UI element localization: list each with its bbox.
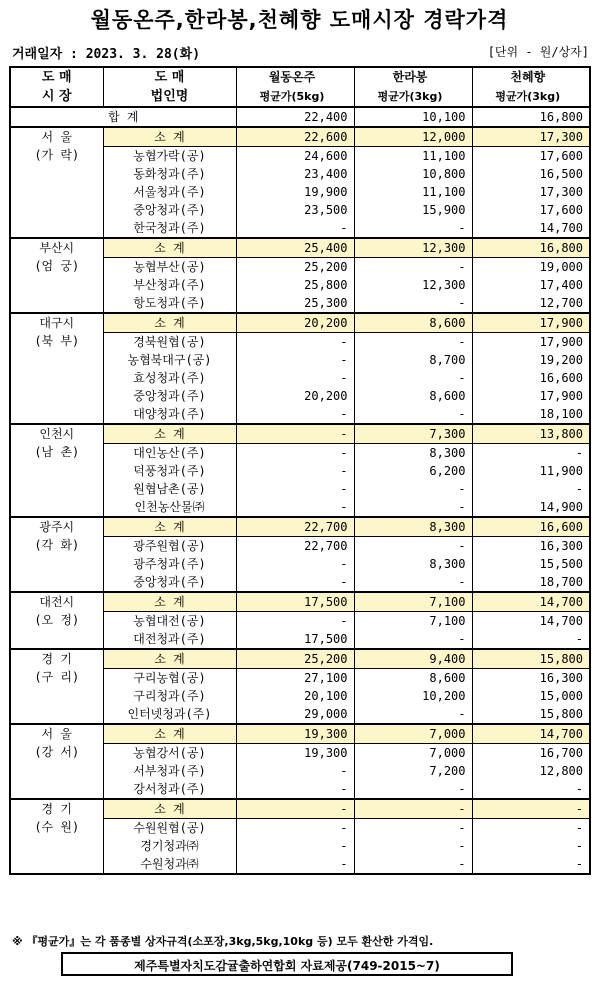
price-value: 10,800 — [354, 165, 472, 183]
price-value: - — [354, 480, 472, 498]
subtotal-row — [10, 724, 590, 744]
subtotal-row — [10, 127, 590, 147]
market-cell — [10, 799, 103, 874]
price-value: 16,300 — [472, 537, 590, 556]
price-value: - — [236, 480, 354, 498]
corp-name: 서울청과(주) — [103, 183, 236, 201]
market-name: (남 촌) — [34, 445, 80, 459]
subtotal-row — [10, 517, 590, 537]
price-value: 17,900 — [472, 387, 590, 405]
price-value: - — [354, 855, 472, 874]
price-value: - — [236, 837, 354, 855]
header-corp-2: 법인명 — [103, 87, 236, 107]
price-value: 17,900 — [472, 333, 590, 352]
price-value: 16,500 — [472, 165, 590, 183]
price-value: 17,600 — [472, 201, 590, 219]
corp-name: 항도청과(주) — [103, 294, 236, 313]
subtotal-label: 소 계 — [103, 238, 236, 258]
page-title: 월동온주,한라봉,천혜향 도매시장 경락가격 — [90, 8, 509, 32]
price-value: - — [236, 762, 354, 780]
subtotal-value: 7,300 — [354, 424, 472, 444]
subtotal-value: 9,400 — [354, 649, 472, 669]
market-name: 경 기 — [41, 652, 72, 666]
price-value: 12,300 — [354, 276, 472, 294]
price-value: 23,500 — [236, 201, 354, 219]
subtotal-row — [10, 238, 590, 258]
price-value: 19,200 — [472, 351, 590, 369]
subtotal-row — [10, 424, 590, 444]
header-market-2: 시 장 — [10, 87, 103, 107]
subtotal-value: 19,300 — [236, 724, 354, 744]
subtotal-value: 16,800 — [472, 238, 590, 258]
price-value: - — [236, 780, 354, 799]
market-name: (강 서) — [34, 745, 80, 759]
market-cell — [10, 592, 103, 649]
subtotal-value: - — [472, 799, 590, 819]
price-value: 19,300 — [236, 744, 354, 763]
corp-name: 구리농협(공) — [103, 669, 236, 688]
price-value: 14,700 — [472, 219, 590, 238]
grand-total-value: 10,100 — [354, 107, 472, 127]
market-name: (오 정) — [34, 613, 80, 627]
subtotal-value: - — [236, 424, 354, 444]
market-name: (수 원) — [34, 820, 80, 834]
header-product-unit: 평균가(3kg) — [354, 87, 472, 107]
corp-name: 중앙청과(주) — [103, 387, 236, 405]
price-value: 10,200 — [354, 687, 472, 705]
subtotal-value: 17,900 — [472, 313, 590, 333]
price-value: 12,700 — [472, 294, 590, 313]
market-name: 인천시 — [39, 427, 75, 441]
price-value: 25,800 — [236, 276, 354, 294]
price-value: - — [236, 855, 354, 874]
price-value: 7,100 — [354, 612, 472, 631]
price-value: 11,100 — [354, 147, 472, 166]
price-value: - — [354, 258, 472, 277]
price-value: - — [236, 444, 354, 463]
corp-name: 농협대전(공) — [103, 612, 236, 631]
price-value: 17,400 — [472, 276, 590, 294]
price-value: 6,200 — [354, 462, 472, 480]
corp-name: 중앙청과(주) — [103, 201, 236, 219]
subtotal-row — [10, 799, 590, 819]
corp-name: 대인농산(주) — [103, 444, 236, 463]
price-value: - — [472, 480, 590, 498]
price-value: - — [354, 333, 472, 352]
corp-name: 농협부산(공) — [103, 258, 236, 277]
subtotal-label: 소 계 — [103, 313, 236, 333]
subtotal-row — [10, 313, 590, 333]
price-value: 19,900 — [236, 183, 354, 201]
price-value: 24,600 — [236, 147, 354, 166]
market-cell — [10, 424, 103, 517]
subtotal-row — [10, 592, 590, 612]
corp-name: 수원원협(공) — [103, 819, 236, 838]
subtotal-value: 14,700 — [472, 592, 590, 612]
price-value: - — [472, 780, 590, 799]
subtotal-value: 22,600 — [236, 127, 354, 147]
footnote: ※ 『평균가』는 각 품종별 상자규격(소포장,3kg,5kg,10kg 등) 모두 환산한 가격임. — [12, 935, 434, 948]
corp-name: 구리청과(주) — [103, 687, 236, 705]
price-value: 15,900 — [354, 201, 472, 219]
header-product-unit: 평균가(5kg) — [236, 87, 354, 107]
market-name: 대전시 — [39, 595, 75, 609]
corp-name: 대양청과(주) — [103, 405, 236, 424]
price-value: - — [236, 462, 354, 480]
price-value: 15,000 — [472, 687, 590, 705]
price-value: 23,400 — [236, 165, 354, 183]
corp-name: 부산청과(주) — [103, 276, 236, 294]
price-value: - — [236, 405, 354, 424]
market-name: 서 울 — [41, 130, 72, 144]
price-value: 25,300 — [236, 294, 354, 313]
corp-name: 서부청과(주) — [103, 762, 236, 780]
corp-name: 강서청과(주) — [103, 780, 236, 799]
price-value: 12,800 — [472, 762, 590, 780]
subtotal-value: 17,500 — [236, 592, 354, 612]
market-cell — [10, 313, 103, 424]
price-value: 8,700 — [354, 351, 472, 369]
price-value: 17,600 — [472, 147, 590, 166]
price-value: 7,000 — [354, 744, 472, 763]
subtotal-value: 8,300 — [354, 517, 472, 537]
price-value: - — [472, 444, 590, 463]
price-value: 17,500 — [236, 630, 354, 649]
subtotal-row — [10, 649, 590, 669]
market-cell — [10, 238, 103, 313]
header-market: 도 매 — [10, 67, 103, 87]
subtotal-value: 12,000 — [354, 127, 472, 147]
price-value: 18,700 — [472, 573, 590, 592]
subtotal-value: 25,200 — [236, 649, 354, 669]
subtotal-value: 15,800 — [472, 649, 590, 669]
grand-total-label: 합 계 — [10, 107, 236, 127]
price-value: - — [236, 498, 354, 517]
price-value: - — [236, 819, 354, 838]
price-value: - — [236, 351, 354, 369]
subtotal-label: 소 계 — [103, 127, 236, 147]
price-value: - — [236, 573, 354, 592]
price-value: 22,700 — [236, 537, 354, 556]
market-cell — [10, 517, 103, 592]
price-value: 16,700 — [472, 744, 590, 763]
header-product-name: 월동온주 — [236, 67, 354, 87]
price-value: - — [354, 219, 472, 238]
corp-name: 농협강서(공) — [103, 744, 236, 763]
subtotal-value: 7,100 — [354, 592, 472, 612]
market-name: 부산시 — [39, 241, 75, 255]
header-product-unit: 평균가(3kg) — [472, 87, 590, 107]
header-product-name: 천혜향 — [472, 67, 590, 87]
market-name: 광주시 — [39, 520, 75, 534]
subtotal-value: - — [236, 799, 354, 819]
price-value: 11,900 — [472, 462, 590, 480]
price-value: - — [472, 630, 590, 649]
market-name: 서 울 — [41, 727, 72, 741]
subtotal-value: 20,200 — [236, 313, 354, 333]
price-value: 25,200 — [236, 258, 354, 277]
corp-name: 인천농산물㈜ — [103, 498, 236, 517]
corp-name: 동화청과(주) — [103, 165, 236, 183]
corp-name: 농협가락(공) — [103, 147, 236, 166]
price-value: - — [472, 819, 590, 838]
source-note: 제주특별자치도감귤출하연합회 자료제공(749-2015~7) — [61, 952, 513, 976]
market-name: (각 화) — [34, 538, 80, 552]
market-cell — [10, 649, 103, 724]
grand-total-value: 22,400 — [236, 107, 354, 127]
price-value: - — [354, 498, 472, 517]
price-value: - — [354, 537, 472, 556]
subtotal-label: 소 계 — [103, 649, 236, 669]
corp-name: 원협남촌(공) — [103, 480, 236, 498]
price-value: - — [354, 705, 472, 724]
subtotal-label: 소 계 — [103, 424, 236, 444]
header-corp: 도 매 — [103, 67, 236, 87]
price-value: 8,300 — [354, 555, 472, 573]
subtotal-value: 17,300 — [472, 127, 590, 147]
market-name: (가 락) — [34, 148, 80, 162]
corp-name: 광주청과(주) — [103, 555, 236, 573]
corp-name: 대전청과(주) — [103, 630, 236, 649]
price-value: - — [354, 630, 472, 649]
price-value: 8,600 — [354, 387, 472, 405]
corp-name: 경북원협(공) — [103, 333, 236, 352]
price-value: 20,200 — [236, 387, 354, 405]
price-value: - — [354, 294, 472, 313]
corp-name: 경기청과㈜ — [103, 837, 236, 855]
subtotal-label: 소 계 — [103, 799, 236, 819]
price-value: 8,300 — [354, 444, 472, 463]
price-value: - — [354, 819, 472, 838]
price-value: - — [236, 555, 354, 573]
unit-label: [단위 - 원/상자] — [487, 45, 589, 59]
price-value: 8,600 — [354, 669, 472, 688]
price-value: - — [354, 369, 472, 387]
subtotal-value: 13,800 — [472, 424, 590, 444]
subtotal-value: 22,700 — [236, 517, 354, 537]
corp-name: 덕풍청과(주) — [103, 462, 236, 480]
corp-name: 효성청과(주) — [103, 369, 236, 387]
market-name: (엄 궁) — [34, 259, 80, 273]
price-value: 20,100 — [236, 687, 354, 705]
corp-name: 한국청과(주) — [103, 219, 236, 238]
subtotal-value: 7,000 — [354, 724, 472, 744]
price-value: - — [472, 837, 590, 855]
price-value: 16,600 — [472, 369, 590, 387]
price-value: 18,100 — [472, 405, 590, 424]
grand-total-value: 16,800 — [472, 107, 590, 127]
market-name: (구 리) — [34, 670, 80, 684]
subtotal-label: 소 계 — [103, 724, 236, 744]
price-value: 17,300 — [472, 183, 590, 201]
price-value: 7,200 — [354, 762, 472, 780]
price-value: - — [354, 780, 472, 799]
price-value: - — [354, 837, 472, 855]
market-name: 대구시 — [39, 316, 75, 330]
subtotal-value: 8,600 — [354, 313, 472, 333]
market-name: (북 부) — [34, 334, 80, 348]
corp-name: 농협북대구(공) — [103, 351, 236, 369]
price-table — [9, 66, 591, 875]
corp-name: 중앙청과(주) — [103, 573, 236, 592]
price-value: - — [354, 573, 472, 592]
header-product-name: 한라봉 — [354, 67, 472, 87]
market-cell — [10, 127, 103, 238]
market-cell — [10, 724, 103, 799]
corp-name: 인터넷청과(주) — [103, 705, 236, 724]
price-value: 16,300 — [472, 669, 590, 688]
grand-total-row — [10, 107, 590, 127]
price-value: 14,900 — [472, 498, 590, 517]
price-value: 15,500 — [472, 555, 590, 573]
subtotal-label: 소 계 — [103, 592, 236, 612]
subtotal-value: 16,600 — [472, 517, 590, 537]
corp-name: 광주원협(공) — [103, 537, 236, 556]
subtotal-label: 소 계 — [103, 517, 236, 537]
price-value: 27,100 — [236, 669, 354, 688]
corp-name: 수원청과㈜ — [103, 855, 236, 874]
price-value: 15,800 — [472, 705, 590, 724]
price-value: - — [472, 855, 590, 874]
market-name: 경 기 — [41, 802, 72, 816]
price-value: 19,000 — [472, 258, 590, 277]
price-value: - — [236, 369, 354, 387]
subtotal-value: 14,700 — [472, 724, 590, 744]
subtotal-value: - — [354, 799, 472, 819]
subtotal-value: 12,300 — [354, 238, 472, 258]
price-value: 14,700 — [472, 612, 590, 631]
price-value: - — [236, 612, 354, 631]
price-value: 11,100 — [354, 183, 472, 201]
price-value: 29,000 — [236, 705, 354, 724]
price-value: - — [236, 333, 354, 352]
trade-date: 거래일자 : 2023. 3. 28(화) — [12, 47, 201, 62]
subtotal-value: 25,400 — [236, 238, 354, 258]
price-value: - — [354, 405, 472, 424]
price-value: - — [236, 219, 354, 238]
